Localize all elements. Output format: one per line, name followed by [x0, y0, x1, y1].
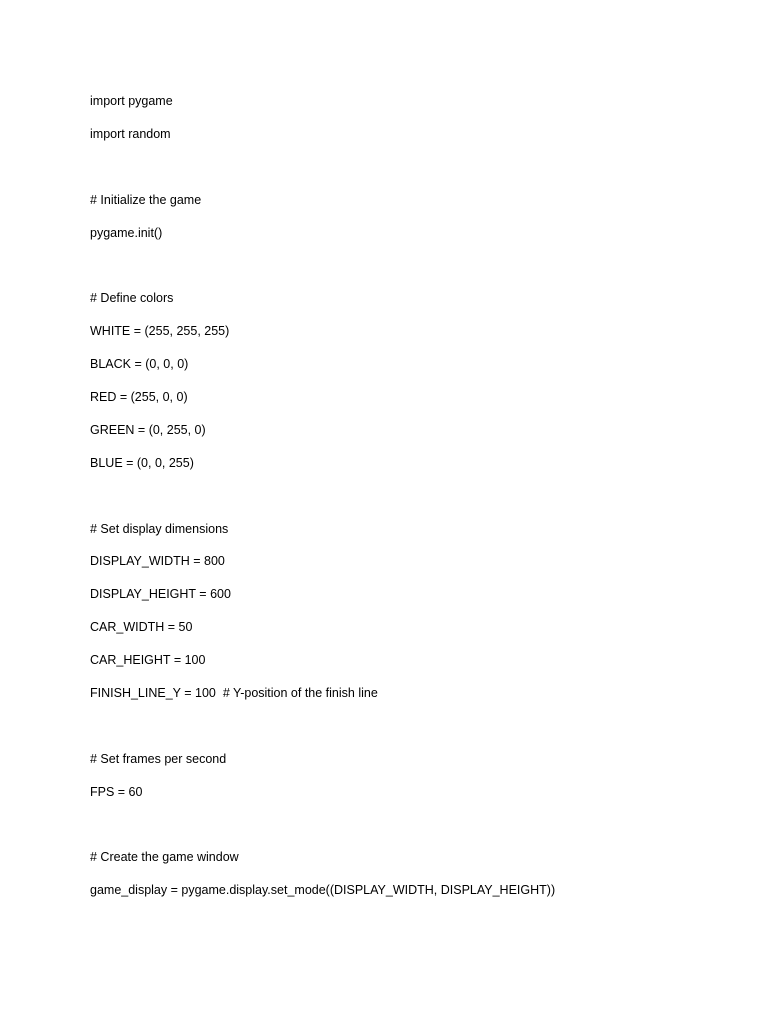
blank-line [90, 488, 730, 505]
blank-line [90, 817, 730, 834]
text-line: FPS = 60 [90, 784, 143, 799]
text-line: pygame.init() [90, 225, 163, 240]
text-line: # Create the game window [90, 850, 239, 865]
blank-line [90, 718, 730, 735]
text-line: game_display = pygame.display.set_mode((DISPLAY_WIDTH, DISPLAY_HEIGHT)) [90, 883, 556, 898]
text-line: DISPLAY_WIDTH = 800 [90, 554, 225, 569]
text-line: GREEN = (0, 255, 0) [90, 422, 206, 437]
text-line: BLUE = (0, 0, 255) [90, 455, 194, 470]
text-line: # Set frames per second [90, 751, 227, 766]
blank-line [90, 159, 730, 176]
document-body [90, 93, 730, 915]
text-line: # Define colors [90, 291, 174, 306]
text-line: # Initialize the game [90, 192, 202, 207]
text-line: BLACK = (0, 0, 0) [90, 357, 189, 372]
text-line: FINISH_LINE_Y = 100 # Y-position of the finish line [90, 686, 378, 701]
text-line: WHITE = (255, 255, 255) [90, 324, 230, 339]
text-line: CAR_HEIGHT = 100 [90, 653, 206, 668]
text-line: import random [90, 126, 171, 141]
text-line: import pygame [90, 94, 173, 108]
text-line: DISPLAY_HEIGHT = 600 [90, 587, 231, 602]
text-line: CAR_WIDTH = 50 [90, 620, 193, 635]
text-line: RED = (255, 0, 0) [90, 390, 188, 405]
blank-line [90, 257, 730, 274]
text-line: # Set display dimensions [90, 521, 229, 536]
